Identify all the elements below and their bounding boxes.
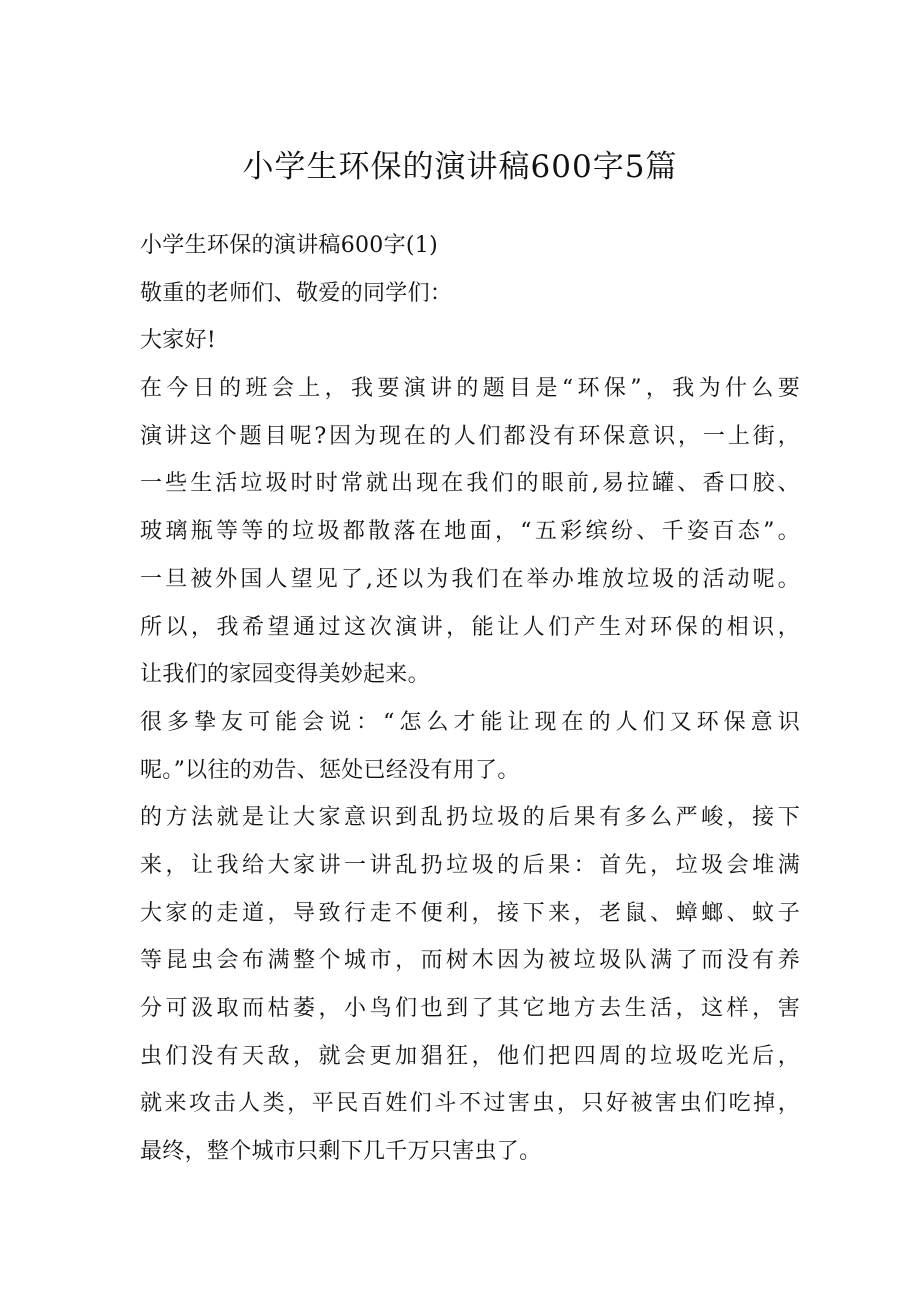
paragraph-line: 一些生活垃圾时时常就出现在我们的眼前,易拉罐、香口胶、 xyxy=(140,471,800,497)
greeting: 大家好! xyxy=(140,328,217,354)
paragraph-line: 一旦被外国人望见了,还以为我们在举办堆放垃圾的活动呢。 xyxy=(140,566,800,592)
paragraph-line: 就来攻击人类，平民百姓们斗不过害虫，只好被害虫们吃掉， xyxy=(140,1091,800,1117)
paragraph-line: 最终，整个城市只剩下几千万只害虫了。 xyxy=(140,1139,542,1165)
document-title: 小学生环保的演讲稿600字5篇 xyxy=(242,149,678,185)
document-body xyxy=(140,222,800,1176)
paragraph-line: 演讲这个题目呢?因为现在的人们都没有环保意识，一上街， xyxy=(140,423,800,449)
salutation: 敬重的老师们、敬爱的同学们： xyxy=(140,280,453,306)
paragraph-line: 很多挚友可能会说：“怎么才能让现在的人们又环保意识 xyxy=(140,709,800,735)
paragraph-line: 呢。”以往的劝告、惩处已经没有用了。 xyxy=(140,757,520,783)
paragraph-line: 所以，我希望通过这次演讲，能让人们产生对环保的相识， xyxy=(140,614,800,640)
paragraph-line: 让我们的家园变得美妙起来。 xyxy=(140,662,430,688)
paragraph-line: 虫们没有天敌，就会更加猖狂，他们把四周的垃圾吃光后， xyxy=(140,1043,800,1069)
paragraph-line: 的方法就是让大家意识到乱扔垃圾的后果有多么严峻，接下 xyxy=(140,805,800,831)
section-heading: 小学生环保的演讲稿600字(1) xyxy=(140,233,438,258)
paragraph-line: 等昆虫会布满整个城市，而树木因为被垃圾队满了而没有养 xyxy=(140,948,800,974)
paragraph-line: 大家的走道，导致行走不便利，接下来，老鼠、蟑螂、蚊子 xyxy=(140,900,800,926)
paragraph-line: 分可汲取而枯萎，小鸟们也到了其它地方去生活，这样，害 xyxy=(140,996,800,1021)
paragraph-line: 玻璃瓶等等的垃圾都散落在地面，“五彩缤纷、千姿百态”。 xyxy=(140,519,800,545)
paragraph-line: 在今日的班会上，我要演讲的题目是“环保”，我为什么要 xyxy=(140,376,800,402)
paragraph-line: 来，让我给大家讲一讲乱扔垃圾的后果：首先，垃圾会堆满 xyxy=(140,852,800,878)
